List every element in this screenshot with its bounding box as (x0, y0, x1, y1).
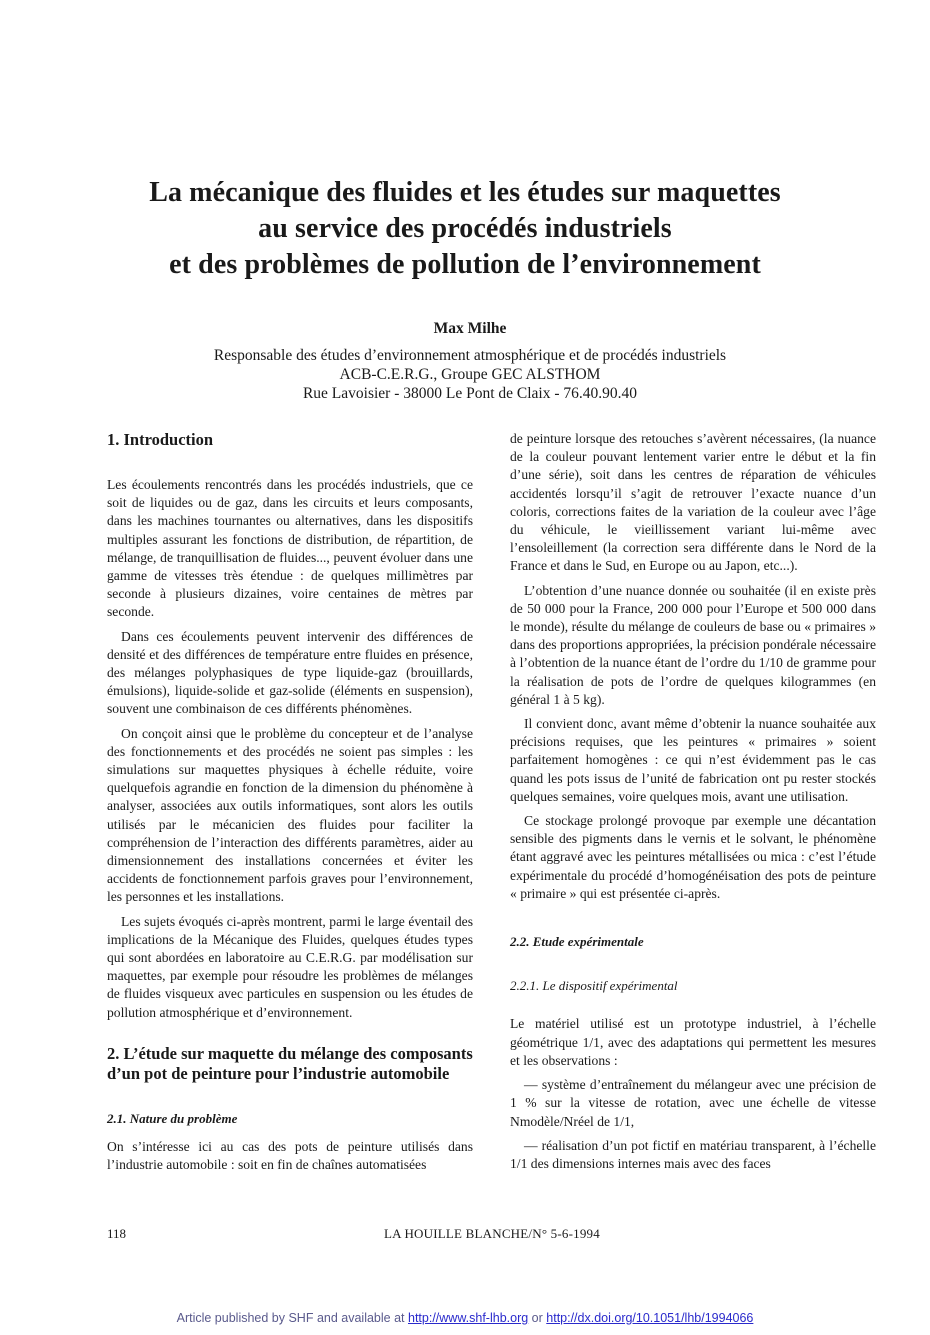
subsection-heading-2-2-1: 2.2.1. Le dispositif expérimental (510, 978, 678, 994)
paragraph: de peinture lorsque des retouches s’avèrent nécessaires, (la nuance de la couleur pouvant lentement varier entre le début et la fin d’une série), soit dans les centres de réparation de véhicules accidentés lorsqu’il s’agit de retrouver l’exacte nuance d’un coloris, corrections faites de la variation de la couleur avec l’âge du véhicule, le vieillissement variant lui-même avec l’ensoleillement (la correction sera différente dans le Nord de la France et dans le Sud, en Europe ou au Japon, etc...). (510, 431, 876, 574)
paragraph: On conçoit ainsi que le problème du concepteur et de l’analyse des fonctionnements et des procédés ne soient pas simples : les simulations sur maquettes physiques à échelle réduite, voire quelquefois agrandie en fonction de la dimension du phénomène à analyser, associées aux outils informatiques, sont alors les outils utilisés par le mécanicien des fluides pour faciliter la compréhension de l’interaction des différents paramètres, aider au dimensionnement des installations concernées et éviter les accidents de fonctionnement parfois graves pour l’environnement, les personnes et les installations. (107, 725, 473, 905)
author-name: Max Milhe (433, 320, 507, 337)
paragraph: Les sujets évoqués ci-après montrent, parmi le large éventail des implications de la Mécanique des Fluides, quelques études types qui sont abordées en laboratoire au C.E.R.G. par modélisation sur maquettes, par exemple pour résoudre les problèmes de mélanges de fluides visqueux avec particules en suspension ou les études de pollution atmosphérique et d’environnement. (107, 913, 473, 1020)
right-column (510, 430, 876, 1179)
title-line-2: au service des procédés industriels (258, 213, 672, 244)
subsection-heading-2-1: 2.1. Nature du problème (107, 1110, 238, 1126)
publication-notice (0, 1311, 930, 1325)
paragraph: Il convient donc, avant même d’obtenir la nuance souhaitée aux précisions requises, que les peintures « primaires » soient parfaitement homogènes : ce qui n’est évidemment pas le cas quand les pots issus de l’unité de fabrication ont pu rester stockés quelques semaines, voire quelques mois, avant une utilisation. (510, 716, 876, 804)
doi-link[interactable]: http://dx.doi.org/10.1051/lhb/1994066 (546, 1311, 754, 1325)
section-heading-2: 2. L’étude sur maquette du mélange des composants d’un pot de peinture pour l’industrie automobile (107, 1043, 473, 1083)
paragraph: Ce stockage prolongé provoque par exemple une décantation sensible des pigments dans le vernis et le solvant, le phénomène étant aggravé avec les peintures métallisées ou mica : c’est l’étude expérimentale du procédé d’homogénéisation des pots de peinture « primaire » qui est présentée ci-après. (510, 813, 876, 901)
affiliation-line-3: Rue Lavoisier - 38000 Le Pont de Claix - 76.40.90.40 (302, 385, 638, 402)
publication-prefix: Article published by SHF and available at (176, 1311, 408, 1325)
section-heading-introduction: 1. Introduction (107, 430, 214, 449)
author-affiliation (100, 346, 840, 403)
affiliation-line-2: ACB-C.E.R.G., Groupe GEC ALSTHOM (339, 366, 601, 383)
page-number: 118 (107, 1226, 127, 1241)
affiliation-line-1: Responsable des études d’environnement atmosphérique et de procédés industriels (213, 347, 727, 364)
paragraph: Les écoulements rencontrés dans les procédés industriels, que ce soit de liquides ou de gaz, dans les circuits et leurs composants, dans les machines tournantes ou alternatives, dans les dispositifs multiples assurant les fonctions de distribution, de répartition, de mélange, de tranquillisation de fluides..., peuvent évoluer dans une gamme de vitesses très étendue : de quelques millimètres par seconde à plusieurs dizaines, voire centaines de mètres par seconde. (107, 477, 473, 620)
article-title (60, 175, 870, 283)
publication-middle: or (528, 1311, 547, 1325)
subsection-heading-2-2: 2.2. Etude expérimentale (510, 934, 644, 950)
paragraph: L’obtention d’une nuance donnée ou souhaitée (il en existe près de 50 000 pour la France, 200 000 pour l’Europe et 500 000 dans le monde), résulte du mélange de couleurs de base ou « primaires » dans des proportions appropriées, la précision pondérale nécessaire à l’obtention de la nuance étant de l’ordre du 1/10 de gramme pour la réalisation de pots de l’ordre de quelques kilogrammes (en général 1 à 5 kg). (510, 582, 876, 707)
list-item: — réalisation d’un pot fictif en matériau transparent, à l’échelle 1/1 des dimensions internes mais avec des faces (510, 1137, 876, 1171)
list-item: — système d’entraînement du mélangeur avec une précision de 1 % sur la vitesse de rotation, avec une échelle de vitesse Nmodèle/Nréel de 1/1, (510, 1077, 876, 1129)
shf-link[interactable]: http://www.shf-lhb.org (408, 1311, 529, 1325)
paragraph: Dans ces écoulements peuvent intervenir des différences de densité et des différences de température entre fluides en présence, des mélanges polyphasiques de type liquide-gaz (brouillards, émulsions), liquide-solide et gaz-solide (éléments en suspension), souvent une combinaison de ces différents phénomènes. (107, 628, 473, 717)
left-column (107, 430, 473, 1181)
journal-footer: LA HOUILLE BLANCHE/N° 5-6-1994 (384, 1226, 600, 1241)
paragraph: On s’intéresse ici au cas des pots de peinture utilisés dans l’industrie automobile : soit en fin de chaînes automatisées (107, 1139, 473, 1173)
title-line-3: et des problèmes de pollution de l’environnement (169, 249, 761, 280)
paragraph: Le matériel utilisé est un prototype industriel, à l’échelle géométrique 1/1, avec des adaptations qui permettent les mesures et les observations : (510, 1016, 876, 1068)
title-line-1: La mécanique des fluides et les études sur maquettes (149, 177, 781, 208)
